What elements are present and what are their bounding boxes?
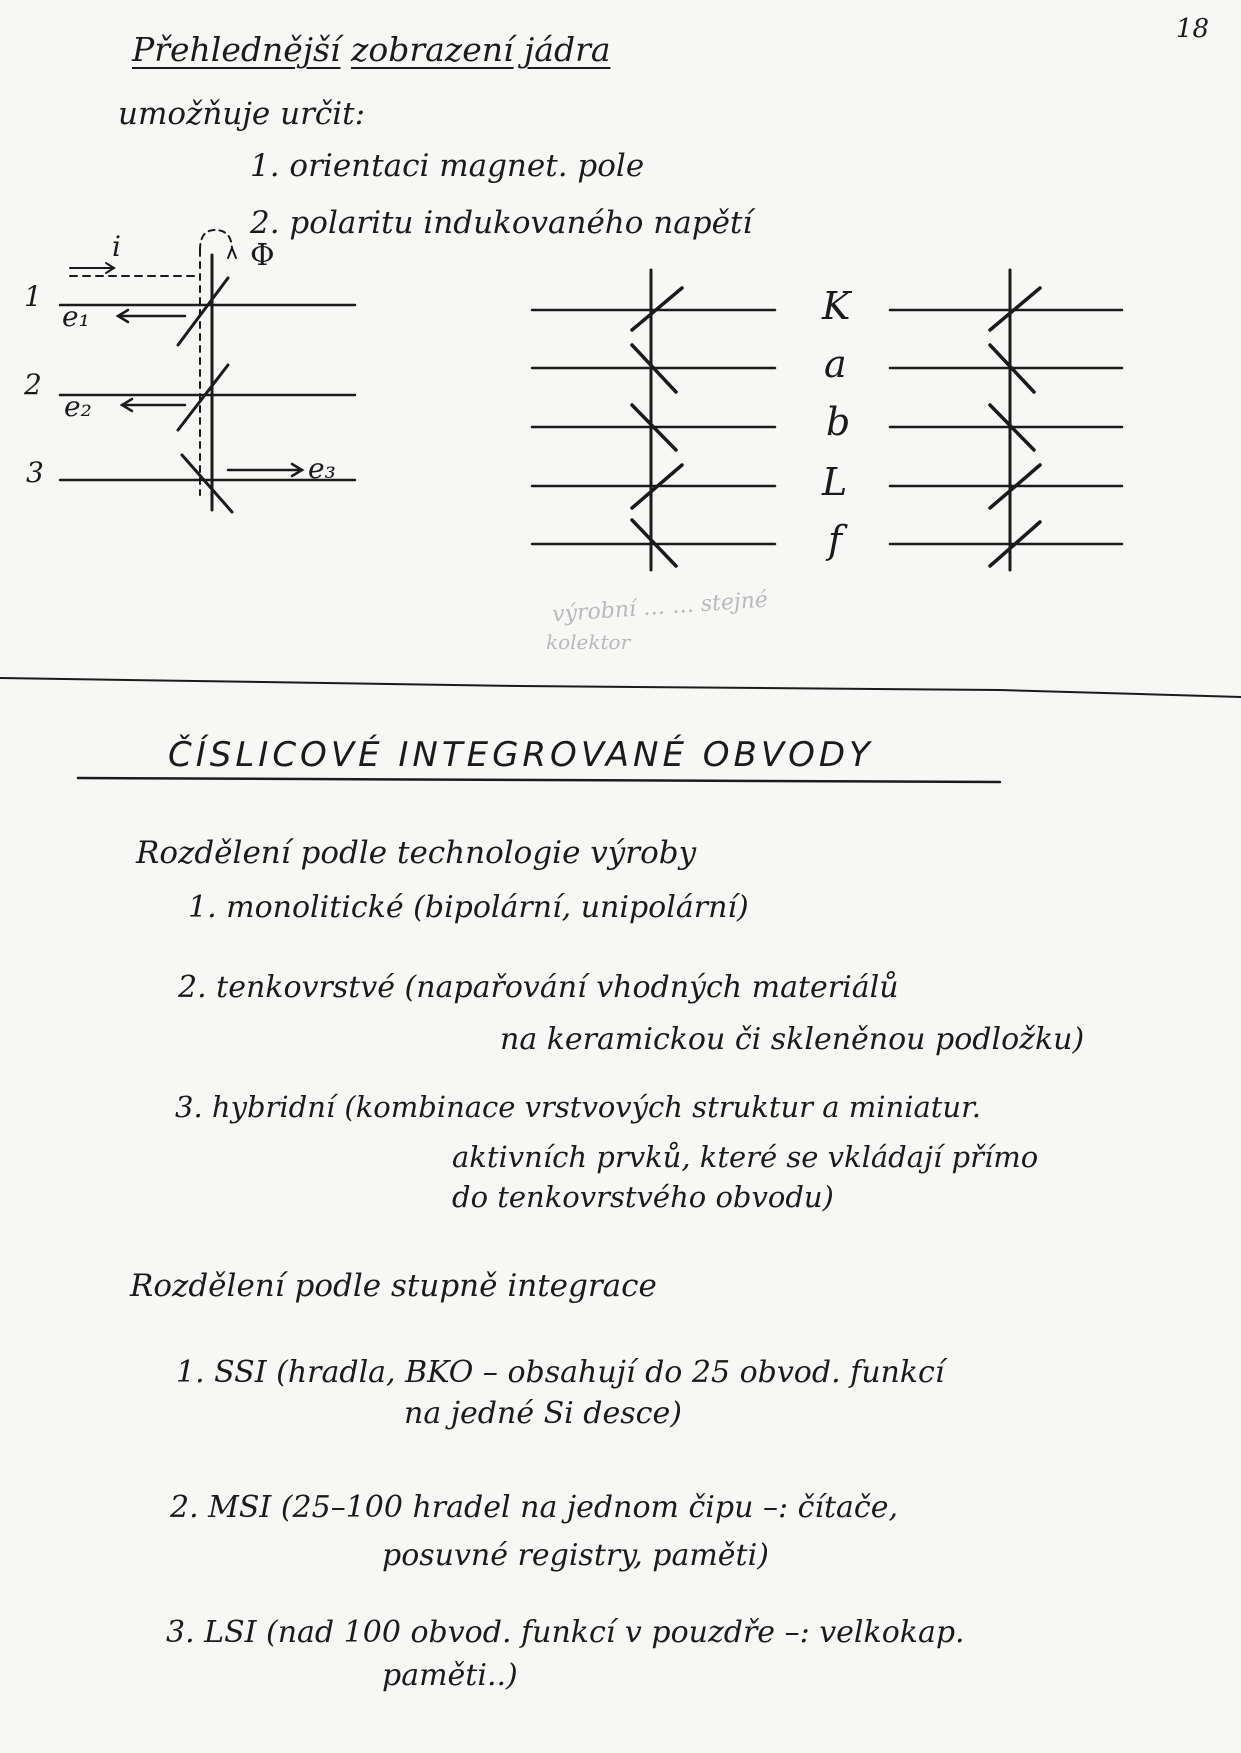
row-number-2: 2 [24, 368, 42, 401]
tech-item-2-line-2: na keramickou či skleněnou podložku) [500, 1022, 1085, 1057]
faint-note-line-2: kolektor [546, 630, 631, 654]
row-number-3: 3 [26, 456, 44, 489]
faint-note-line-1: výrobní … … stejné [551, 587, 769, 628]
title-word-3: jádra [524, 30, 611, 69]
integ-item-1-line-2: na jedné Si desce) [404, 1396, 682, 1431]
terminal-letter-b: b [826, 400, 851, 444]
row-number-1: 1 [24, 280, 42, 313]
tech-item-1: 1. monolitické (bipolární, unipolární) [188, 890, 749, 925]
emf-label-2: e₂ [64, 390, 92, 423]
integ-item-3-line-1: 3. LSI (nad 100 obvod. funkcí v pouzdře –: velkokap. [166, 1615, 965, 1650]
tech-item-3-line-2: aktivních prvků, které se vkládají přímo [452, 1140, 1039, 1174]
integ-item-2-line-2: posuvné registry, paměti) [382, 1538, 769, 1573]
title-word-2: zobrazení [350, 30, 514, 69]
emf-label-3: e₃ [308, 452, 336, 485]
flux-label: Φ [250, 238, 275, 273]
section1-intro: umožňuje určit: [118, 96, 366, 132]
integ-item-2-line-1: 2. MSI (25–100 hradel na jednom čipu –: čítače, [170, 1490, 899, 1525]
title-word-1: Přehlednější [132, 30, 341, 69]
terminal-letter-a: a [824, 342, 847, 386]
tech-title: Rozdělení podle technologie výroby [136, 835, 697, 871]
integ-item-1-line-1: 1. SSI (hradla, BKO – obsahují do 25 obvod. funkcí [176, 1355, 945, 1390]
section1-item-2: 2. polaritu indukovaného napětí [250, 205, 753, 241]
terminal-letter-f: f [828, 518, 843, 562]
current-label: i [112, 230, 121, 263]
integ-title: Rozdělení podle stupně integrace [130, 1268, 657, 1304]
tech-item-3-line-1: 3. hybridní (kombinace vrstvových struktur a miniatur. [175, 1090, 981, 1124]
tech-item-2-line-1: 2. tenkovrstvé (napařování vhodných materiálů [178, 970, 899, 1005]
terminal-letter-K: K [822, 284, 851, 328]
page-number: 18 [1176, 14, 1210, 44]
section1-item-1: 1. orientaci magnet. pole [250, 148, 645, 184]
emf-label-1: e₁ [62, 300, 90, 333]
tech-item-3-line-3: do tenkovrstvého obvodu) [452, 1180, 834, 1214]
integ-item-3-line-2: paměti..) [382, 1658, 518, 1693]
terminal-letter-L: L [822, 460, 848, 504]
section2-heading: ČÍSLICOVÉ INTEGROVANÉ OBVODY [168, 735, 874, 775]
